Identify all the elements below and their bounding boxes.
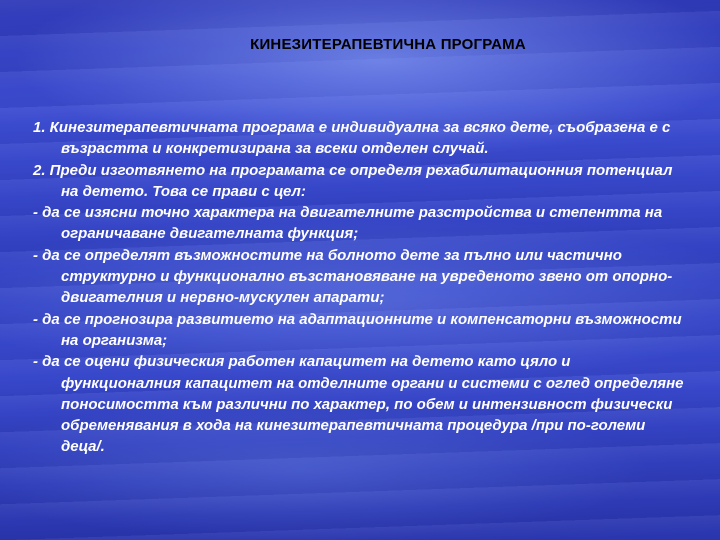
- paragraph-2: 2. Преди изготвянето на програмата се определя рехабилитационния потенциал на детето. Това се прави с цел:: [33, 161, 673, 200]
- bullet-adaptation-forecast: - да се прогнозира развитието на адаптационните и компенсаторни възможности на организма;: [33, 310, 682, 349]
- bullet-recovery-potential: - да се определят възможностите на болното дете за пълно или частично структурно и функционално възстановяване на увреденото звено от опорно-двигателния и нервно-мускулен апарати;: [33, 246, 673, 307]
- slide-title: КИНЕЗИТЕРАПЕВТИЧНА ПРОГРАМА: [250, 36, 526, 53]
- bullet-motor-disorders: - да се изясни точно характера на двигателните разстройства и степентта на ограничаване двигателната функция;: [33, 204, 663, 243]
- paragraph-1: 1. Кинезитерапевтичната програма е индивидуална за всяко дете, съобразена е с възрастта и конкретизирана за всеки отделен случай.: [33, 119, 671, 158]
- slide-body: [33, 117, 693, 458]
- bullet-physical-capacity: - да се оцени физическия работен капацитет на детето като цяло и функционалния капацитет на отделните органи и системи с оглед определяне поносимостта към различни по характер, по обем и интензивност физически обременявания в хода на кинезитерапевтичната процедура /при по-големи деца/.: [33, 353, 684, 456]
